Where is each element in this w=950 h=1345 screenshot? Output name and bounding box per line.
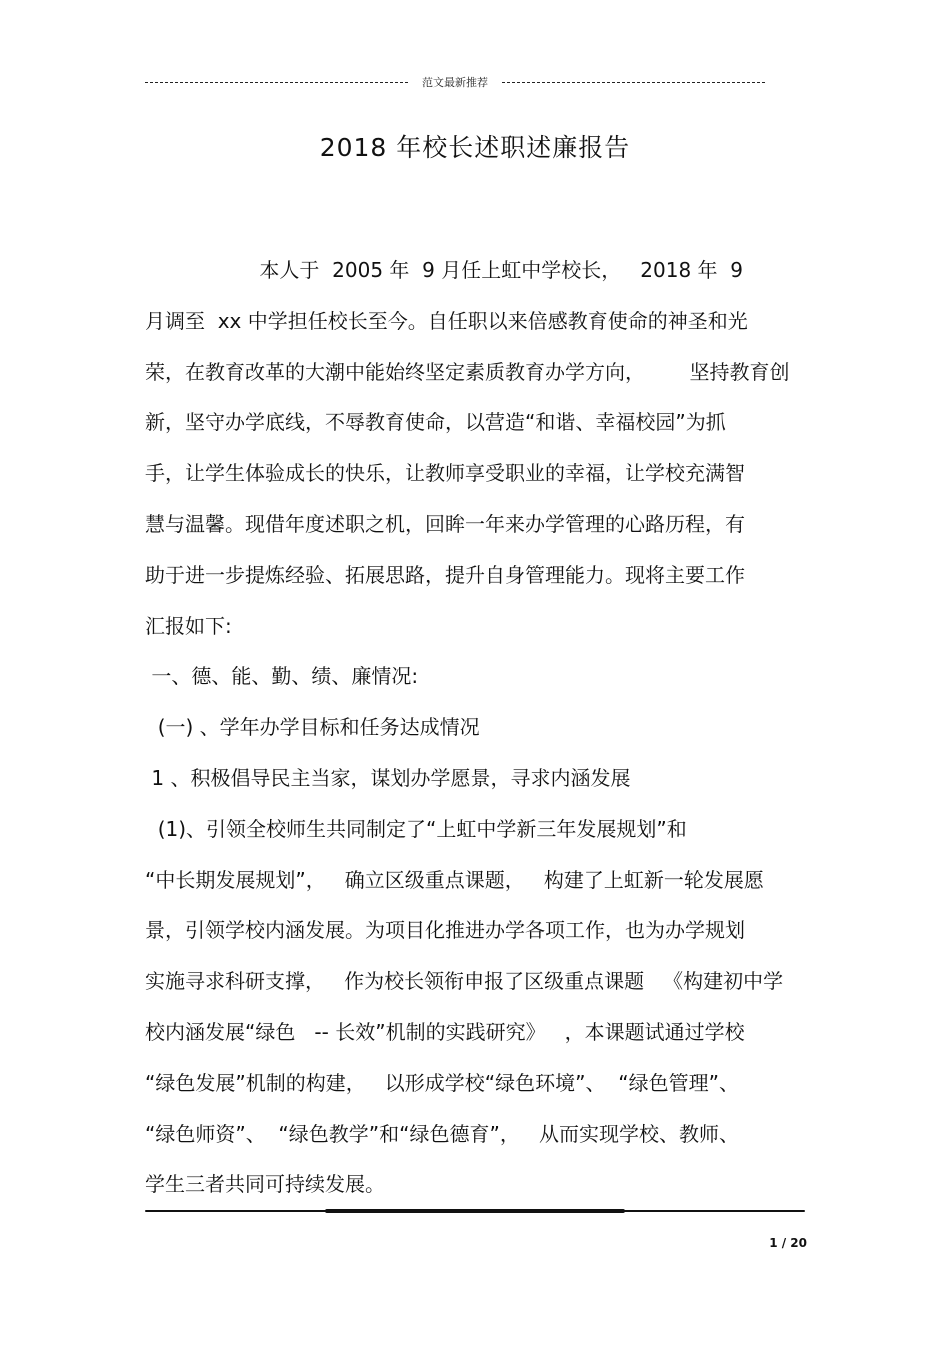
body-line: (一) 、学年办学目标和任务达成情况 bbox=[145, 715, 480, 740]
body-line: 校内涵发展“绿色 -- 长效”机制的实践研究》 ，本课题试通过学校 bbox=[145, 1020, 745, 1044]
body-line: 新，坚守办学底线，不辱教育使命，以营造“和谐、幸福校园”为抓 bbox=[145, 410, 726, 435]
header-dash-right bbox=[502, 82, 765, 83]
document-title: 2018 年校长述职述廉报告 bbox=[319, 133, 631, 162]
header-dash-left bbox=[145, 82, 408, 83]
body-line: 慧与温馨。现借年度述职之机，回眸一年来办学管理的心路历程，有 bbox=[145, 512, 745, 536]
body-line: “绿色师资”、 “绿色教学”和“绿色德育”， 从而实现学校、教师、 bbox=[145, 1121, 739, 1146]
body-line: 本人于 2005 年 9 月任上虹中学校长， 2018 年 9 bbox=[145, 258, 743, 282]
body-line: 助于进一步提炼经验、拓展思路，提升自身管理能力。现将主要工作 bbox=[145, 562, 745, 587]
body-line: 汇报如下: bbox=[145, 613, 232, 638]
footer-rule bbox=[145, 1210, 805, 1212]
page-number: 1 / 20 bbox=[769, 1236, 807, 1250]
body-line: (1)、引领全校师生共同制定了“上虹中学新三年发展规划”和 bbox=[145, 816, 687, 841]
body-line: 月调至 xx 中学担任校长至今。自任职以来倍感教育使命的神圣和光 bbox=[145, 308, 748, 333]
header-label: 范文最新推荐 bbox=[422, 76, 488, 89]
body-line: 荣，在教育改革的大潮中能始终坚定素质教育办学方向， 坚持教育创 bbox=[145, 359, 790, 384]
body-line: 1 、积极倡导民主当家，谋划办学愿景，寻求内涵发展 bbox=[145, 766, 631, 790]
body-line: 实施寻求科研支撑， 作为校长领衔申报了区级重点课题 《构建初中学 bbox=[145, 969, 784, 994]
body-line: 手，让学生体验成长的快乐，让教师享受职业的幸福，让学校充满智 bbox=[145, 461, 745, 486]
body-line: 一、德、能、勤、绩、廉情况: bbox=[145, 664, 419, 689]
page-header bbox=[145, 72, 765, 92]
body-line: “中长期发展规划”， 确立区级重点课题， 构建了上虹新一轮发展愿 bbox=[145, 867, 764, 892]
body-line: 学生三者共同可持续发展。 bbox=[145, 1172, 385, 1197]
body-line: “绿色发展”机制的构建， 以形成学校“绿色环境”、 “绿色管理”、 bbox=[145, 1070, 739, 1095]
body-line: 景，引领学校内涵发展。为项目化推进办学各项工作，也为办学规划 bbox=[145, 918, 745, 943]
